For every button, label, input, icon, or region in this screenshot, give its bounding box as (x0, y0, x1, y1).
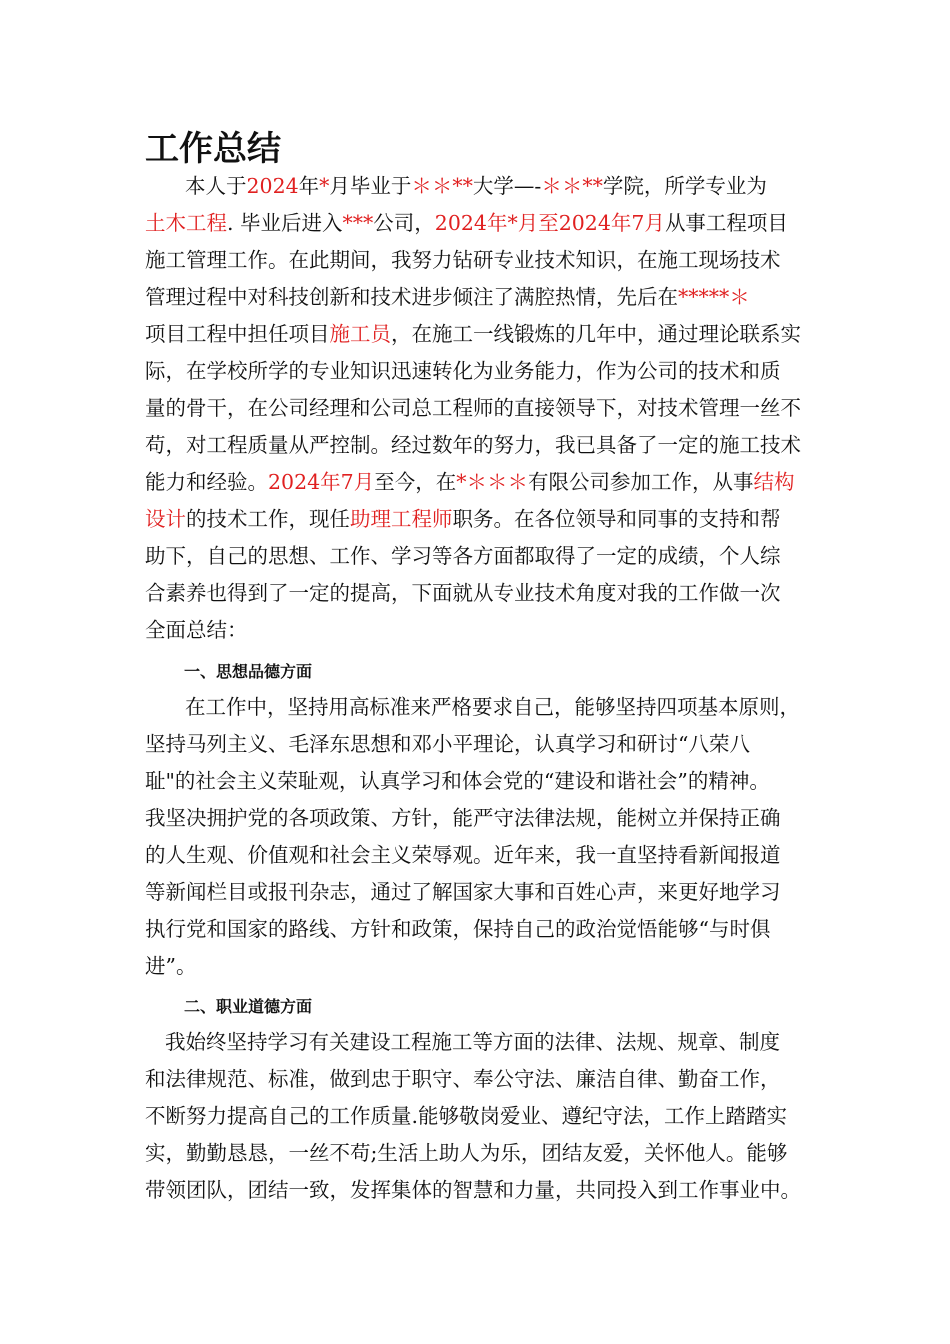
highlighted-text: 结构 (753, 470, 795, 494)
text-segment: 际，在学校所学的专业知识迅速转化为业务能力，作为公司的技术和质 (145, 359, 781, 383)
highlighted-text: ＊＊** (411, 174, 473, 198)
text-line: 耻"的社会主义荣耻观，认真学习和体会党的“建设和谐社会”的精神。 (145, 769, 770, 793)
text-line: 实，勤勤恳恳，一丝不苟;生活上助人为乐，团结友爱，关怀他人。能够 (145, 1141, 788, 1165)
text-segment: 月毕业于 (329, 174, 412, 198)
highlighted-text: *** (342, 211, 374, 235)
text-segment: 从事工程项目 (664, 211, 788, 235)
text-line: 等新闻栏目或报刊杂志，通过了解国家大事和百姓心声，来更好地学习 (145, 880, 781, 904)
text-segment: 项目工程中担任项目 (145, 322, 330, 346)
text-line: 和法律规范、标准，做到忠于职守、奉公守法、廉洁自律、勤奋工作， (145, 1067, 781, 1091)
page-title: 工作总结 (145, 129, 281, 169)
text-line (145, 467, 794, 497)
text-line: 我始终坚持学习有关建设工程施工等方面的法律、法规、规章、制度 (165, 1030, 780, 1054)
text-segment: 年 (298, 174, 320, 198)
text-segment: . 毕业后进入 (227, 211, 343, 235)
text-line: 进”。 (145, 954, 197, 978)
highlighted-text: 设计 (145, 507, 186, 531)
highlighted-text: *****＊ (678, 285, 750, 309)
text-segment: 能力和经验。 (145, 470, 268, 494)
text-line (145, 245, 781, 275)
text-segment: 助下，自己的思想、工作、学习等各方面都取得了一定的成绩，个人综 (145, 544, 781, 568)
text-line: 执行党和国家的路线、方针和政策，保持自己的政治觉悟能够“与时俱 (145, 917, 771, 941)
text-segment: 合素养也得到了一定的提高，下面就从专业技术角度对我的工作做一次 (145, 581, 781, 605)
text-line: 在工作中，坚持用高标准来严格要求自己，能够坚持四项基本原则， (185, 695, 800, 719)
text-segment: 苟，对工程质量从严控制。经过数年的努力，我已具备了一定的施工技术 (145, 433, 801, 457)
highlighted-text: *＊＊＊ (456, 470, 528, 494)
text-segment: 有限公司参加工作，从事 (527, 470, 754, 494)
text-segment: 施工管理工作。在此期间，我努力钻研专业技术知识，在施工现场技术 (145, 248, 781, 272)
text-line (185, 171, 767, 201)
text-line: 坚持马列主义、毛泽东思想和邓小平理论，认真学习和研讨“八荣八 (145, 732, 750, 756)
text-segment: 全面总结： (145, 618, 248, 642)
text-segment: 本人于 (185, 174, 247, 198)
highlighted-text: 2024年*月至2024年7月 (434, 211, 665, 235)
text-line: 的人生观、价值观和社会主义荣辱观。近年来，我一直坚持看新闻报道 (145, 843, 781, 867)
text-line (145, 393, 801, 423)
text-line: 我坚决拥护党的各项政策、方针，能严守法律法规，能树立并保持正确 (145, 806, 781, 830)
highlighted-text: 土木工程 (145, 211, 227, 235)
section-heading-ethics: 二、职业道德方面 (184, 997, 313, 1016)
highlighted-text: 2024 (246, 174, 299, 198)
text-line: 不断努力提高自己的工作质量.能够敬岗爱业、遵纪守法，工作上踏踏实 (145, 1104, 788, 1128)
text-line (145, 541, 781, 571)
highlighted-text: 助理工程师 (350, 507, 453, 531)
text-line: 带领团队，团结一致，发挥集体的智慧和力量，共同投入到工作事业中。 (145, 1178, 801, 1202)
text-segment: 学院，所学专业为 (602, 174, 767, 198)
text-segment: 公司， (373, 211, 435, 235)
text-segment: 管理过程中对科技创新和技术进步倾注了满腔热情，先后在 (145, 285, 678, 309)
text-line (145, 504, 781, 534)
section-heading-moral: 一、思想品德方面 (184, 662, 313, 681)
text-segment: 职务。在各位领导和同事的支持和帮 (452, 507, 781, 531)
highlighted-text: 施工员 (329, 322, 391, 346)
text-segment: 的技术工作，现任 (186, 507, 350, 531)
text-segment: 至今，在 (374, 470, 457, 494)
text-segment: 量的骨干，在公司经理和公司总工程师的直接领导下，对技术管理一丝不 (145, 396, 801, 420)
highlighted-text: 2024年7月 (268, 470, 375, 494)
text-line (145, 615, 248, 645)
highlighted-text: ＊＊** (541, 174, 603, 198)
text-line (145, 356, 781, 386)
text-segment: 大学—- (472, 174, 542, 198)
highlighted-text: * (319, 174, 330, 198)
text-segment: ，在施工一线锻炼的几年中，通过理论联系实 (391, 322, 801, 346)
text-line (145, 282, 750, 312)
text-line (145, 578, 781, 608)
text-line (145, 430, 801, 460)
text-line (145, 208, 788, 238)
text-line (145, 319, 801, 349)
